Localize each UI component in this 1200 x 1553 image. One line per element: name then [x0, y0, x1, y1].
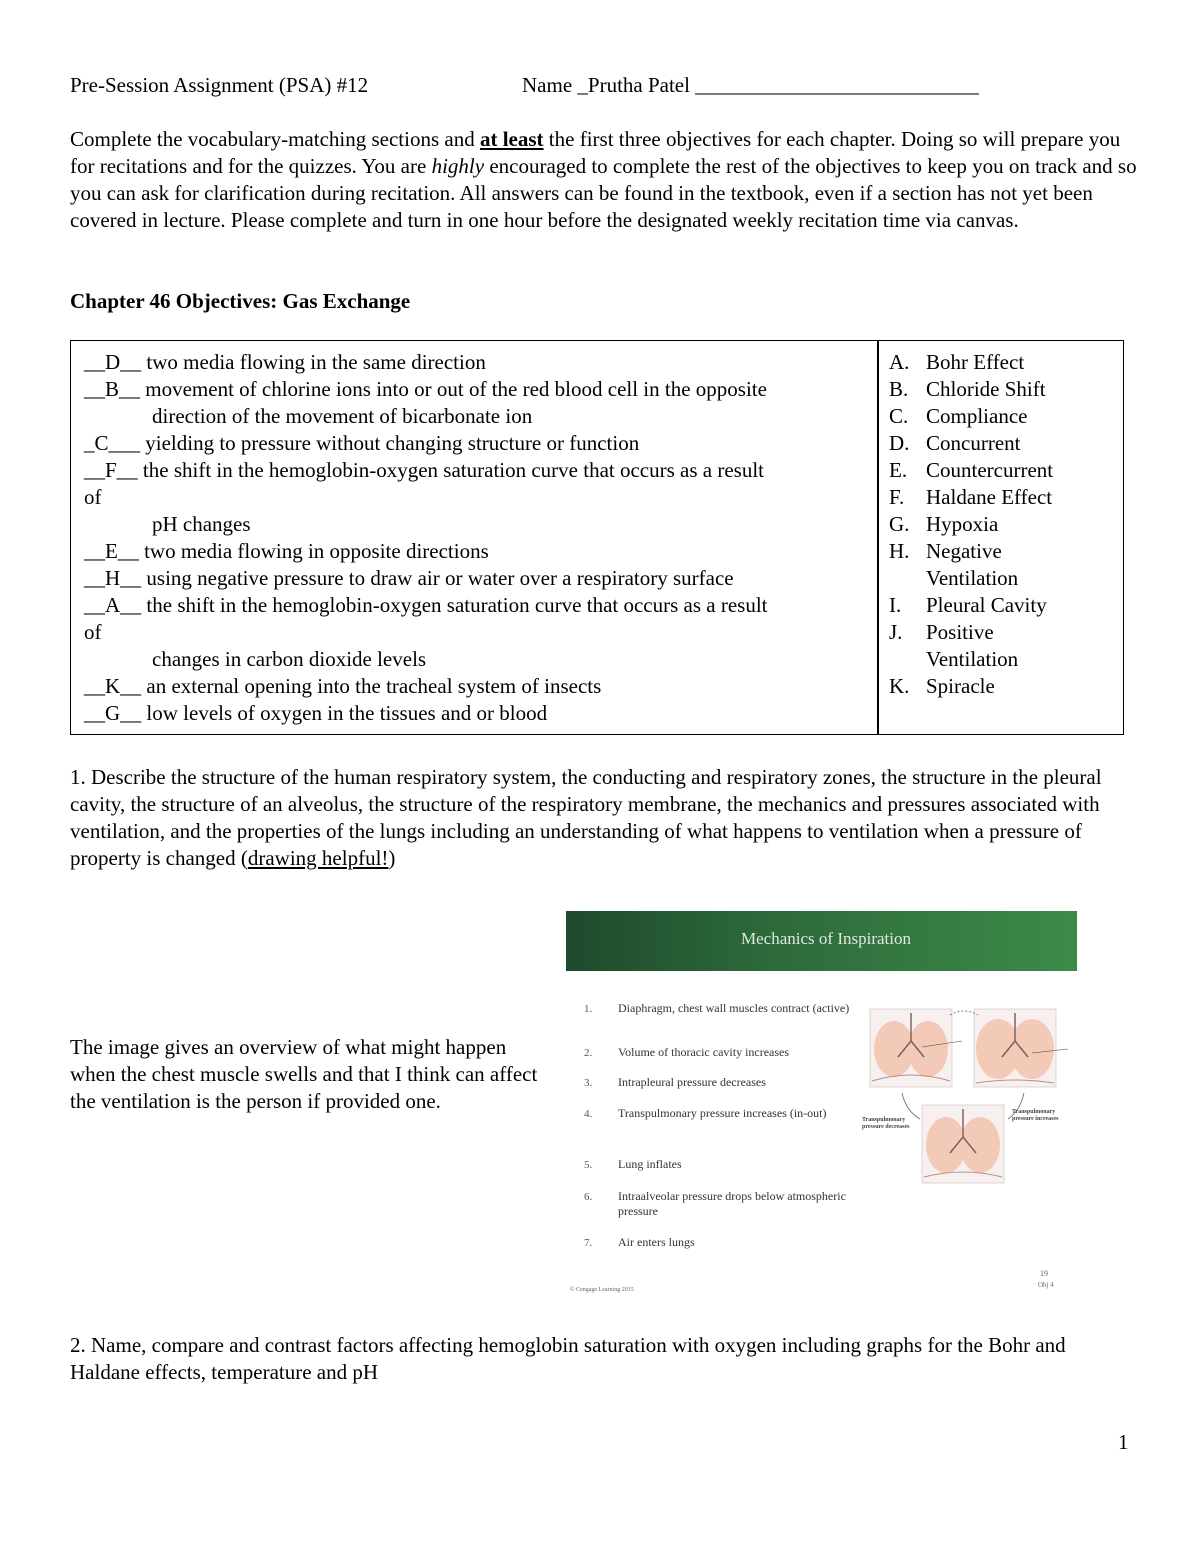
term-option	[889, 430, 1119, 457]
question-1-answer: The image gives an overview of what might happen when the chest muscle swells and that I think can affect the ventilation is the person if provided one.	[70, 1035, 538, 1113]
matching-row: __E__ two media flowing in opposite directions	[84, 539, 489, 563]
slide-objective: Obj 4	[1038, 1281, 1054, 1289]
slide-step-text: Transpulmonary pressure increases (in-out)	[618, 1106, 827, 1120]
terms-column	[889, 349, 1119, 700]
matching-row-continuation: of	[84, 620, 102, 644]
term-text: Pleural Cavity	[926, 593, 1047, 617]
term-letter: I.	[889, 593, 902, 617]
intro-part2: the first three objectives for each chapter. Doing so will prepare you for recitations and for the quizzes. You are	[70, 127, 1121, 178]
term-letter: J.	[889, 620, 903, 644]
term-text-continuation: Ventilation	[926, 566, 1019, 590]
term-letter: H.	[889, 539, 910, 563]
lung-diagram	[862, 1001, 1072, 1201]
slide-step-number: 6.	[584, 1191, 593, 1203]
term-option	[889, 484, 1119, 511]
diagram-arrow	[902, 1093, 920, 1119]
slide-step-text: Intraalveolar pressure drops below atmospheric pressure	[618, 1189, 846, 1218]
slide-step-number: 7.	[584, 1237, 593, 1249]
slide-step-number: 5.	[584, 1159, 593, 1171]
definitions-column	[84, 349, 874, 727]
matching-row-continuation: changes in carbon dioxide levels	[152, 647, 427, 671]
matching-row: __B__ movement of chlorine ions into or out of the red blood cell in the opposite	[84, 377, 767, 401]
question-1-text: 1. Describe the structure of the human respiratory system, the conducting and respiratory zones, the structure in the pleural cavity, the structure of an alveolus, the structure of the respiratory membrane, the mechanics and pressures associated with ventilation, and the properties of the lungs including an understanding of what happens to ventilation when a pressure of property is changed (	[70, 765, 1102, 870]
matching-row-continuation: pH changes	[152, 512, 251, 536]
term-option	[889, 673, 1119, 700]
slide-step-text: Air enters lungs	[618, 1235, 695, 1249]
term-option	[889, 538, 1119, 565]
intro-italic: highly	[431, 154, 485, 178]
term-text: Concurrent	[926, 431, 1021, 455]
slide-credit: © Cengage Learning 2015	[570, 1287, 634, 1293]
slide-page-number: 19	[1040, 1269, 1048, 1278]
slide-step-number: 4.	[584, 1108, 593, 1120]
term-option	[889, 349, 1119, 376]
matching-row: __F__ the shift in the hemoglobin-oxygen saturation curve that occurs as a result	[84, 458, 765, 482]
term-text: Hypoxia	[926, 512, 999, 536]
slide-step-text: Diaphragm, chest wall muscles contract (active)	[618, 1001, 850, 1015]
slide-step-number: 2.	[584, 1047, 593, 1059]
term-text-continuation: Ventilation	[926, 647, 1019, 671]
matching-row-continuation: direction of the movement of bicarbonate ion	[152, 404, 533, 428]
term-letter: K.	[889, 674, 910, 698]
student-name: Name _Prutha Patel ___________________________	[522, 73, 979, 97]
matching-row: __D__ two media flowing in the same direction	[84, 350, 486, 374]
term-text: Bohr Effect	[926, 350, 1025, 374]
lung-diagram-bottom	[922, 1105, 1004, 1183]
term-option	[889, 457, 1119, 484]
term-option	[889, 403, 1119, 430]
term-letter: B.	[889, 377, 909, 401]
assignment-title: Pre-Session Assignment (PSA) #12	[70, 73, 369, 97]
term-letter: D.	[889, 431, 910, 455]
slide-step-number: 1.	[584, 1003, 593, 1015]
drawing-helpful-note: drawing helpful!	[247, 846, 389, 870]
page-number: 1	[1118, 1430, 1129, 1454]
matching-row: _C___ yielding to pressure without changing structure or function	[84, 431, 640, 455]
matching-row: __A__ the shift in the hemoglobin-oxygen saturation curve that occurs as a result	[84, 593, 768, 617]
term-option	[889, 511, 1119, 538]
diagram-label-left: Transpulmonary pressure decreases	[862, 1117, 910, 1130]
slide-step-text: Intrapleural pressure decreases	[618, 1075, 766, 1089]
mechanics-of-inspiration-slide	[566, 911, 1077, 1299]
diagram-label-right: Transpulmonary pressure increases	[1012, 1109, 1059, 1122]
intro-part1: Complete the vocabulary-matching sections and	[70, 127, 480, 151]
term-letter: F.	[889, 485, 905, 509]
slide-step-number: 3.	[584, 1077, 593, 1089]
term-letter: E.	[889, 458, 908, 482]
term-letter: C.	[889, 404, 909, 428]
term-option	[889, 592, 1119, 619]
slide-step-text: Lung inflates	[618, 1157, 682, 1171]
slide-title: Mechanics of Inspiration	[741, 929, 911, 948]
matching-row: __K__ an external opening into the tracheal system of insects	[84, 674, 602, 698]
term-option	[889, 619, 1119, 646]
term-text: Spiracle	[926, 674, 995, 698]
matching-row-continuation: of	[84, 485, 102, 509]
term-option	[889, 376, 1119, 403]
vocabulary-matching-table	[70, 340, 1124, 735]
lung-diagram-top-right	[974, 1009, 1068, 1087]
instructions-paragraph	[70, 126, 1140, 234]
term-text: Chloride Shift	[926, 377, 1046, 401]
slide-step-text: Volume of thoracic cavity increases	[618, 1045, 790, 1059]
term-text: Positive	[926, 620, 994, 644]
term-text: Countercurrent	[926, 458, 1054, 482]
term-text: Haldane Effect	[926, 485, 1053, 509]
intro-part3: encouraged to complete the rest of the objectives to keep you on track and so you can ask for clarification during recitation. All answers can be found in the textbook, even if a section has not yet been covered in lecture. Please complete and turn in one hour before the designated weekly recitation time via canvas.	[70, 154, 1137, 232]
term-letter: A.	[889, 350, 910, 374]
term-text: Negative	[926, 539, 1002, 563]
matching-row: __H__ using negative pressure to draw air or water over a respiratory surface	[84, 566, 734, 590]
question-1-end: )	[388, 846, 396, 870]
chapter-title: Chapter 46 Objectives: Gas Exchange	[70, 289, 411, 313]
term-text: Compliance	[926, 404, 1028, 428]
question-2: 2. Name, compare and contrast factors affecting hemoglobin saturation with oxygen including graphs for the Bohr and Haldane effects, temperature and pH	[70, 1333, 1066, 1384]
intro-emphasis: at least	[479, 127, 544, 151]
table-divider	[877, 341, 879, 734]
lung-diagram-top-left	[870, 1009, 962, 1087]
matching-row: __G__ low levels of oxygen in the tissues and or blood	[84, 701, 548, 725]
term-letter: G.	[889, 512, 910, 536]
question-1	[70, 764, 1140, 872]
